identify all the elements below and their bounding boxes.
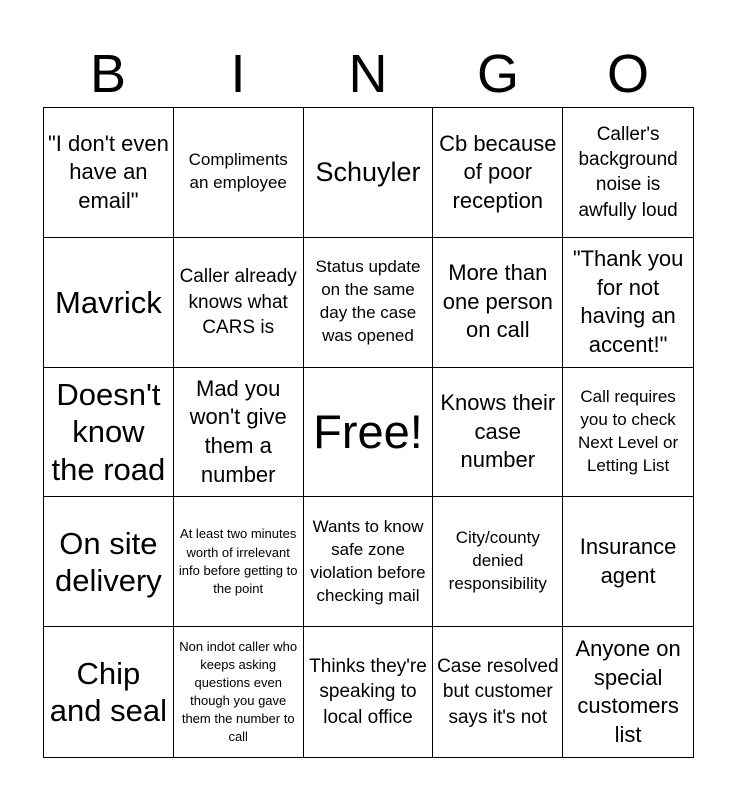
bingo-cell-r3c2[interactable] [174,368,304,498]
cell-text: Cb because of poor reception [439,130,557,213]
cell-text: Compliments an employee [188,150,288,193]
bingo-cell-r3c1[interactable] [44,368,174,498]
free-space-text: Free! [313,404,423,458]
bingo-cell-r3c4[interactable] [433,368,563,498]
header-letter-g: G [476,44,519,104]
bingo-cell-r2c2[interactable] [174,238,304,368]
bingo-cell-r1c5[interactable] [563,108,693,238]
header-letter-i: I [230,44,246,104]
cell-text: Non indot caller who keeps asking questions even though you gave them the number to call [179,638,298,745]
bingo-cell-r4c4[interactable] [433,497,563,627]
bingo-cell-r5c5[interactable] [563,627,693,757]
bingo-cell-free[interactable] [304,368,434,498]
bingo-cell-r1c3[interactable] [304,108,434,238]
cell-text: More than one person on call [442,260,553,343]
bingo-cell-r1c4[interactable] [433,108,563,238]
bingo-header [43,40,693,108]
bingo-cell-r4c2[interactable] [174,497,304,627]
cell-text: On site delivery [54,525,162,598]
bingo-cell-r2c1[interactable] [44,238,174,368]
bingo-board [43,107,694,758]
bingo-cell-r5c3[interactable] [304,627,434,757]
cell-text: Anyone on special customers list [575,635,681,747]
bingo-cell-r2c4[interactable] [433,238,563,368]
cell-text: City/county denied responsibility [448,528,547,594]
cell-text: Case resolved but customer says it's not [437,656,559,728]
bingo-cell-r5c4[interactable] [433,627,563,757]
bingo-cell-r4c1[interactable] [44,497,174,627]
header-letter-n: N [348,44,388,104]
bingo-cell-r2c3[interactable] [304,238,434,368]
bingo-cell-r4c3[interactable] [304,497,434,627]
cell-text: "I don't even have an email" [47,130,169,213]
bingo-cell-r5c1[interactable] [44,627,174,757]
bingo-cell-r2c5[interactable] [563,238,693,368]
cell-text: Mad you won't give them a number [189,375,287,487]
cell-text: Knows their case number [440,390,556,473]
cell-text: Doesn't know the road [51,377,166,487]
cell-text: Mavrick [55,284,162,320]
cell-text: "Thank you for not having an accent!" [572,246,684,357]
bingo-cell-r1c1[interactable] [44,108,174,238]
cell-text: Status update on the same day the case was opened [315,257,421,346]
header-letter-o: O [606,44,649,104]
header-letter-b: B [89,44,127,104]
cell-text: Wants to know safe zone violation before checking mail [310,516,426,605]
cell-text: Chip and seal [49,655,167,729]
cell-text: Schuyler [315,157,421,188]
bingo-cell-r4c5[interactable] [563,497,693,627]
cell-text: Caller already knows what CARS is [179,266,297,338]
bingo-cell-r3c5[interactable] [563,368,693,498]
cell-text: At least two minutes worth of irrelevant info before getting to the point [178,526,298,596]
cell-text: Caller's background noise is awfully loud [578,123,678,221]
bingo-cell-r5c2[interactable] [174,627,304,757]
cell-text: Insurance agent [579,534,677,588]
cell-text: Thinks they're speaking to local office [309,656,427,728]
cell-text: Call requires you to check Next Level or Letting List [578,387,679,475]
bingo-cell-r1c2[interactable] [174,108,304,238]
